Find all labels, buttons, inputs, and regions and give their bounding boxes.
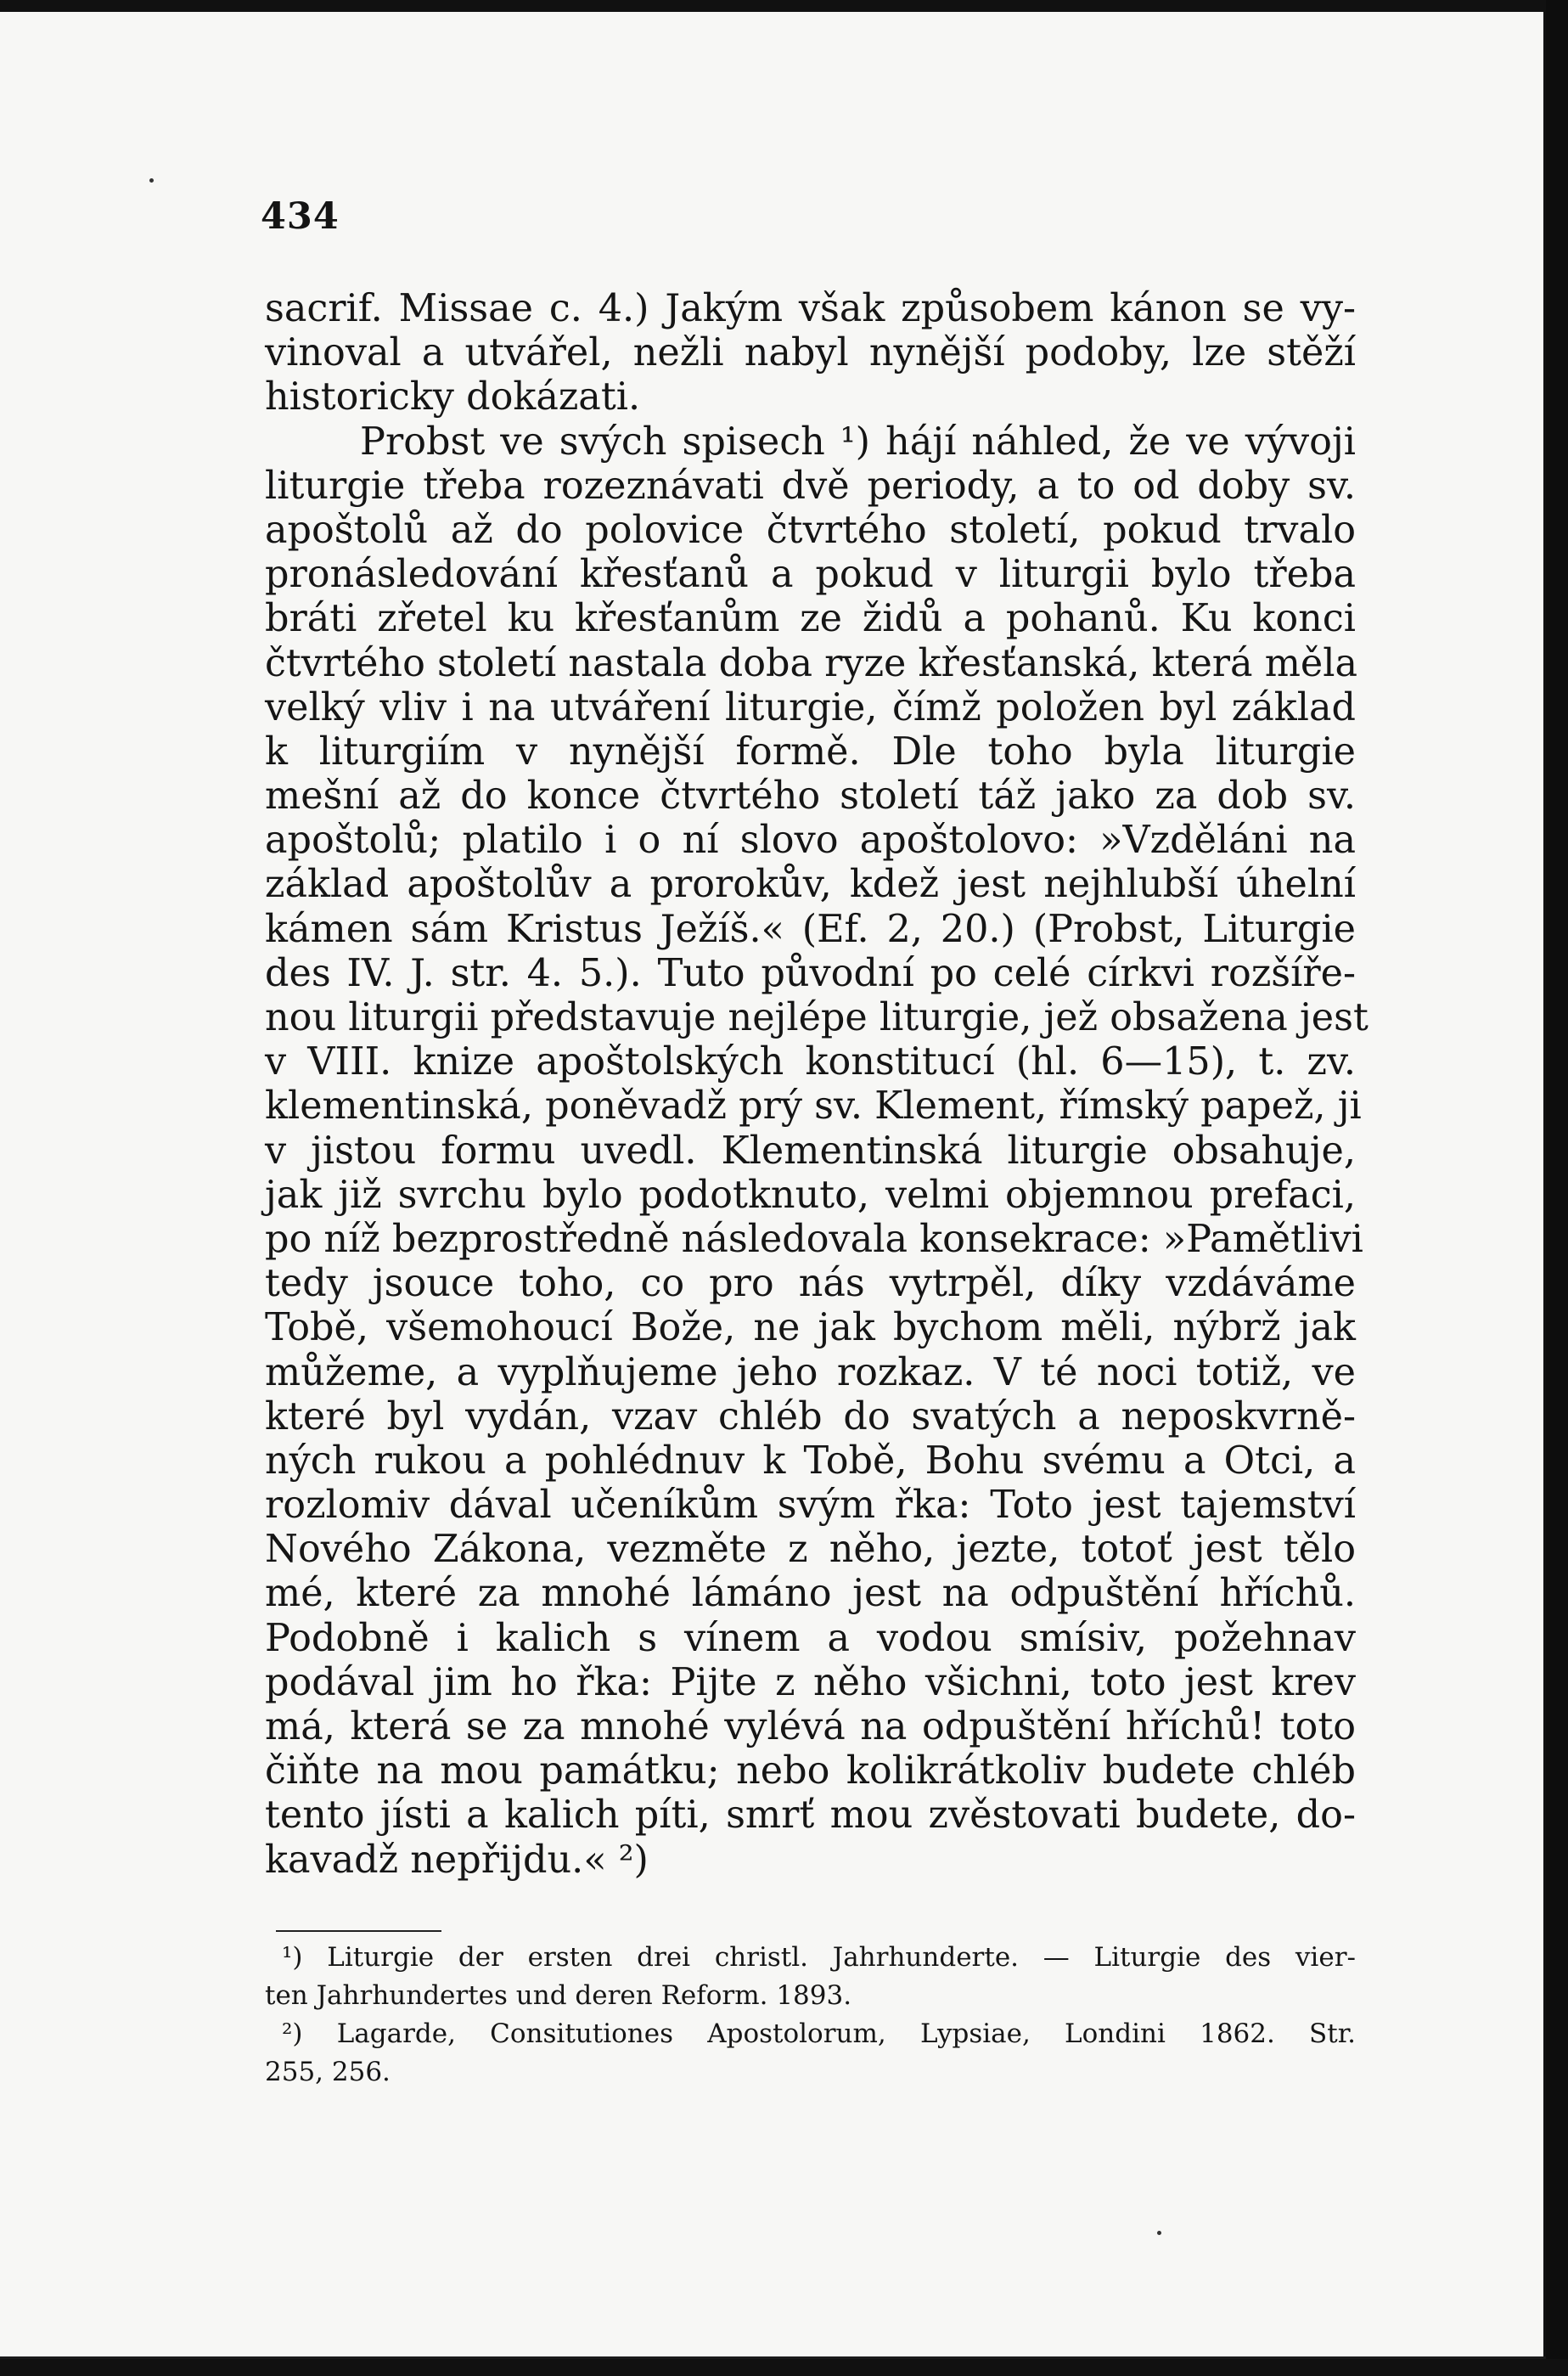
text-line: kámen sám Kristus Ježíš.« (Ef. 2, 20.) (Probst, Liturgie xyxy=(265,907,1356,951)
text-line: základ apoštolův a proroků‌v, kdež jest nejhlubší úhelní xyxy=(265,863,1356,907)
text-line: má, která se za mnohé vylévá na odpuštění hříchů! toto xyxy=(265,1705,1356,1748)
text-line: mé, které za mnohé lámáno jest na odpuštění hříchů. xyxy=(265,1572,1356,1616)
text-line: ných rukou a pohlédnuv k Tobě, Bohu svému a Otci, a xyxy=(265,1439,1356,1483)
text-line: tedy jsouce toho, co pro nás vytrpěl, díky vzdáváme xyxy=(265,1262,1356,1306)
text-line: tento jísti a kalich píti, smrť mou zvěstovati budete, do- xyxy=(265,1793,1356,1838)
body-text xyxy=(265,287,1368,1883)
page-number: 434 xyxy=(261,195,340,238)
footnote-line: ¹) Liturgie der ersten drei christl. Jahrhunderte. — Liturgie des vier- xyxy=(282,1942,1356,1973)
text-line: čiňte na mou památku; nebo kolikrátkoliv budete chléb xyxy=(265,1749,1356,1793)
text-line: čtvrtého století nastala doba ryze křesťanská, která měla xyxy=(265,641,1358,685)
text-line: Podobně i kalich s vínem a vodou smísiv, požehnav xyxy=(265,1616,1356,1660)
footnote-line: ten Jahrhundertes und deren Reform. 1893. xyxy=(265,1980,852,2011)
scan-edge-right xyxy=(1546,0,1568,2376)
text-line: v jistou formu uvedl. Klementinská liturgie obsahuje, xyxy=(265,1129,1356,1173)
text-line: apoštolů; platilo i o ní slovo apoštolovo: »Vzděláni na xyxy=(265,819,1356,863)
text-line: rozlomiv dával učeníkům svým řka: Toto jest tajemství xyxy=(265,1484,1356,1528)
text-line: vinoval a utvářel, nežli nabyl nynější podoby, lze stěží xyxy=(265,331,1356,375)
text-line: podával jim ho řka: Pijte z něho všichni, toto jest krev xyxy=(265,1660,1356,1704)
text-line: k liturgiím v nynější formě. Dle toho byla liturgie xyxy=(265,729,1356,774)
text-line: historicky dokázati. xyxy=(265,375,641,419)
text-line: Probst ve svých spisech ¹) hájí náhled, že ve vývoji xyxy=(360,419,1356,464)
text-line: můžeme, a vyplňujeme jeho rozkaz. V té noci totiž, ve xyxy=(265,1350,1356,1394)
text-line: které byl vydán, vzav chléb do svatých a neposkvrně- xyxy=(265,1394,1356,1439)
text-line: velký vliv i na utváření liturgie, čímž položen byl základ xyxy=(265,685,1356,729)
text-line: liturgie třeba rozeznávati dvě periody, a to od doby sv. xyxy=(265,464,1356,508)
text-line: po níž bezprostředně následovala konsekrace: »Pamětlivi xyxy=(265,1217,1363,1261)
text-line: klementinská, poněvadž prý sv. Klement, římský papež, ji xyxy=(265,1084,1362,1129)
text-line: des IV. J. str. 4. 5.). Tuto původní po celé církvi rozšíře- xyxy=(265,951,1356,995)
footnote-line: 255, 256. xyxy=(265,2057,391,2087)
text-line: v VIII. knize apoštolských konstitucí (hl. 6—15), t. zv. xyxy=(265,1040,1356,1084)
text-line: mešní až do konce čtvrtého století táž jako za dob sv. xyxy=(265,774,1356,819)
footnote-line: ²) Lagarde, Consitutiones Apostolorum, Lypsiae, Londini 1862. Str. xyxy=(282,2018,1356,2049)
footnote-divider xyxy=(276,1930,441,1932)
footnotes xyxy=(265,1939,1356,2092)
text-line: nou liturgii představuje nejlépe liturgie, jež obsažena jest xyxy=(265,996,1368,1039)
scan-edge-top xyxy=(0,0,1568,12)
text-line: Tobě, všemohoucí Bože, ne jak bychom měli, nýbrž jak xyxy=(265,1306,1356,1350)
scan-speck xyxy=(1157,2231,1161,2235)
text-line: Nového Zákona, vezměte z něho, jezte, totoť jest tělo xyxy=(265,1528,1356,1572)
text-line: kavadž nepřijdu.« ²) xyxy=(265,1838,649,1882)
text-line: jak již svrchu bylo podotknuto, velmi objemnou prefaci, xyxy=(265,1173,1356,1217)
text-line: sacrif. Missae c. 4.) Jakým však způsobem kánon se vy- xyxy=(265,287,1356,330)
text-line: pronásledování křesťanů a pokud v liturgii bylo třeba xyxy=(265,553,1356,597)
scan-speck xyxy=(149,178,154,183)
text-line: bráti zřetel ku křesťanům ze židů a pohanů. Ku konci xyxy=(265,597,1356,641)
scan-edge-bottom xyxy=(0,2359,1568,2376)
text-line: apoštolů až do polovice čtvrtého století, pokud trvalo xyxy=(265,508,1356,552)
